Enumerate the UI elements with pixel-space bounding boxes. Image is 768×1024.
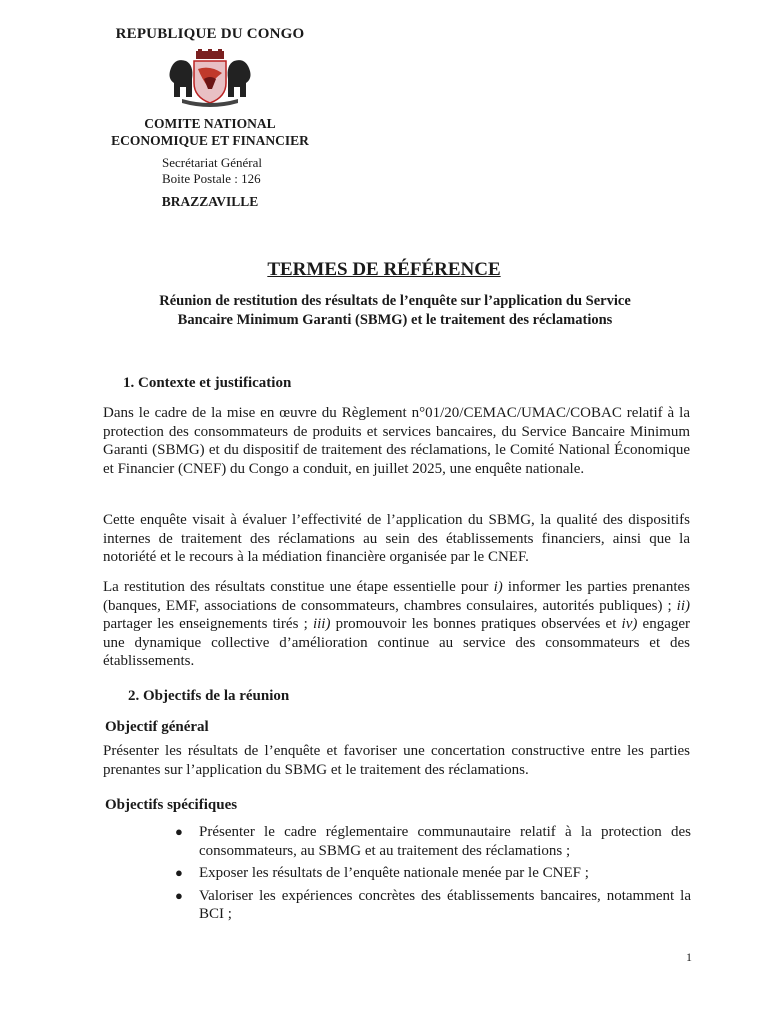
list-item-text: Valoriser les expériences concrètes des établissements bancaires, notamment la BCI ; [199,887,691,922]
bullet-icon: ● [175,865,183,880]
paragraph-context-2: Cette enquête visait à évaluer l’effectivité de l’application du SBMG, la qualité des dispositifs internes de traitement des réclamations au sein des établissements financiers, ainsi que la notoriété et le recours à la médiation financière organisée par le CNEF. [103,512,690,565]
postal-box: Boite Postale : 126 [162,171,261,186]
address-block [80,155,340,187]
bullet-icon: ● [175,887,183,903]
paragraph-general-objective: Présenter les résultats de l’enquête et favoriser une concertation constructive entre les parties prenantes sur l’application du SBMG et le traitement des réclamations. [103,743,690,778]
list-item [175,887,691,924]
list-item [175,864,691,883]
bullet-icon: ● [175,824,183,839]
p3-text-b: informer les parties prenantes (banques, EMF, associations de consommateurs, chambres consulaires, autorités publiques) ; [103,579,690,614]
document-title: TERMES DE RÉFÉRENCE [267,259,501,280]
subtitle-line-1: Réunion de restitution des résultats de l’enquête sur l’application du Service [159,293,631,309]
p3-text-a: La restitution des résultats constitue une étape essentielle pour [103,579,494,595]
paragraph-context-1: Dans le cadre de la mise en œuvre du Règlement n°01/20/CEMAC/UMAC/COBAC relatif à la protection des consommateurs de produits et services bancaires, du Service Bancaire Minimum Garanti (SBMG) et du dispositif de traitement des réclamations, le Comité National Économique et Financier (CNEF) du Congo a conduit, en juillet 2025, une enquête nationale. [103,405,690,477]
subheading-general-objective: Objectif général [105,719,209,735]
list-item-text: Présenter le cadre réglementaire communautaire relatif à la protection des consommateurs, au SBMG et au traitement des réclamations ; [199,824,691,859]
page-number: 1 [686,950,692,964]
paragraph-context-3 [103,578,690,671]
org-line-1: COMITE NATIONAL [144,116,276,131]
coat-of-arms-emblem [168,49,252,107]
secretariat-label: Secrétariat Général [162,155,262,170]
country-name: REPUBLIQUE DU CONGO [115,26,305,42]
subtitle-line-2: Bancaire Minimum Garanti (SBMG) et le traitement des réclamations [177,312,613,328]
letterhead [80,20,340,210]
p3-text-c: partager les enseignements tirés ; [103,616,313,632]
section-heading-context: 1. Contexte et justification [123,375,292,391]
list-item [175,823,691,860]
city-name: BRAZZAVILLE [161,194,259,209]
org-line-2: ECONOMIQUE ET FINANCIER [111,133,309,148]
organization-name [80,115,340,149]
specific-objectives-list [175,823,691,928]
subheading-specific-objectives: Objectifs spécifiques [105,797,238,813]
p3-text-e: engager une dynamique collective d’amélioration continue au service des consommateurs et des établissements. [103,616,691,669]
list-item-text: Exposer les résultats de l’enquête nationale menée par le CNEF ; [199,865,589,881]
section-heading-objectives: 2. Objectifs de la réunion [128,688,290,704]
document-subtitle [100,292,690,330]
p3-enum-iii: iii) [312,616,331,632]
p3-enum-i: i) [493,579,503,595]
p3-enum-ii: ii) [676,597,690,614]
p3-enum-iv: iv) [621,616,638,632]
p3-text-d: promouvoir les bonnes pratiques observées et [330,616,622,632]
